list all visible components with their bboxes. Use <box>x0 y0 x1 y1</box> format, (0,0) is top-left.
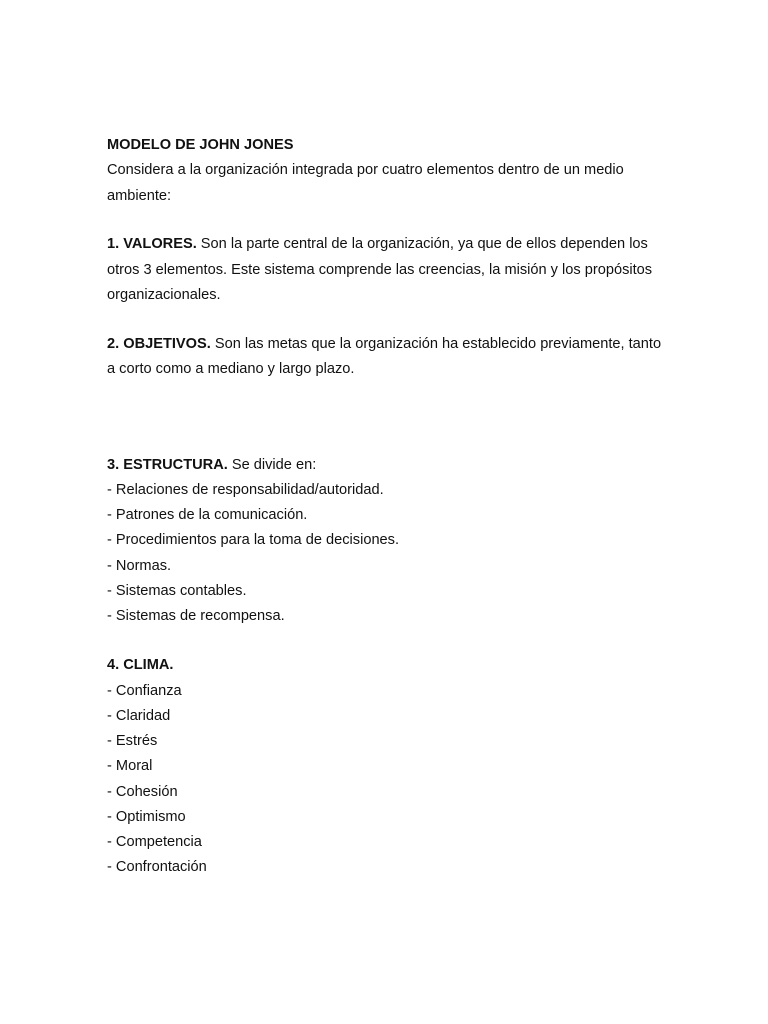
list-item: - Sistemas contables. <box>107 582 247 599</box>
list-item: - Moral <box>107 758 153 775</box>
estructura-text: Se divide en: <box>227 456 317 473</box>
intro-paragraph: Considera a la organización integrada por cuatro elementos dentro de un medio ambiente: <box>107 162 624 204</box>
valores-text: Son la parte central de la organización, ya que de ellos dependen los otros 3 elementos. Este sistema comprende las creencias, la misión y los propósitos organizacionales. <box>107 236 653 303</box>
list-item: - Relaciones de responsabilidad/autoridad. <box>107 482 384 498</box>
list-item: - Patrones de la comunicación. <box>107 507 308 524</box>
list-item: - Competencia <box>107 833 202 850</box>
list-item: - Cohesión <box>107 783 178 800</box>
list-item: - Optimismo <box>107 808 186 825</box>
clima-label: 4. CLIMA. <box>107 657 174 674</box>
objetivos-label: 2. OBJETIVOS. <box>107 335 211 352</box>
list-item: - Confrontación <box>107 859 207 876</box>
document-page <box>107 134 667 880</box>
valores-paragraph <box>107 232 667 309</box>
estructura-heading <box>107 453 667 479</box>
list-item: - Normas. <box>107 557 172 574</box>
objetivos-text: Son las metas que la organización ha establecido previamente, tanto a corto como a mediano y largo plazo. <box>107 335 662 377</box>
clima-list <box>107 679 667 881</box>
list-item: - Procedimientos para la toma de decisiones. <box>107 532 400 549</box>
valores-label: 1. VALORES. <box>107 236 197 252</box>
estructura-label: 3. ESTRUCTURA. <box>107 456 228 473</box>
list-item: - Estrés <box>107 733 158 750</box>
list-item: - Confianza <box>107 682 182 699</box>
objetivos-paragraph <box>107 332 667 383</box>
list-item: - Claridad <box>107 707 171 724</box>
list-item: - Sistemas de recompensa. <box>107 608 285 625</box>
clima-heading <box>107 653 667 679</box>
document-title: MODELO DE JOHN JONES <box>107 137 294 153</box>
estructura-list <box>107 478 667 629</box>
